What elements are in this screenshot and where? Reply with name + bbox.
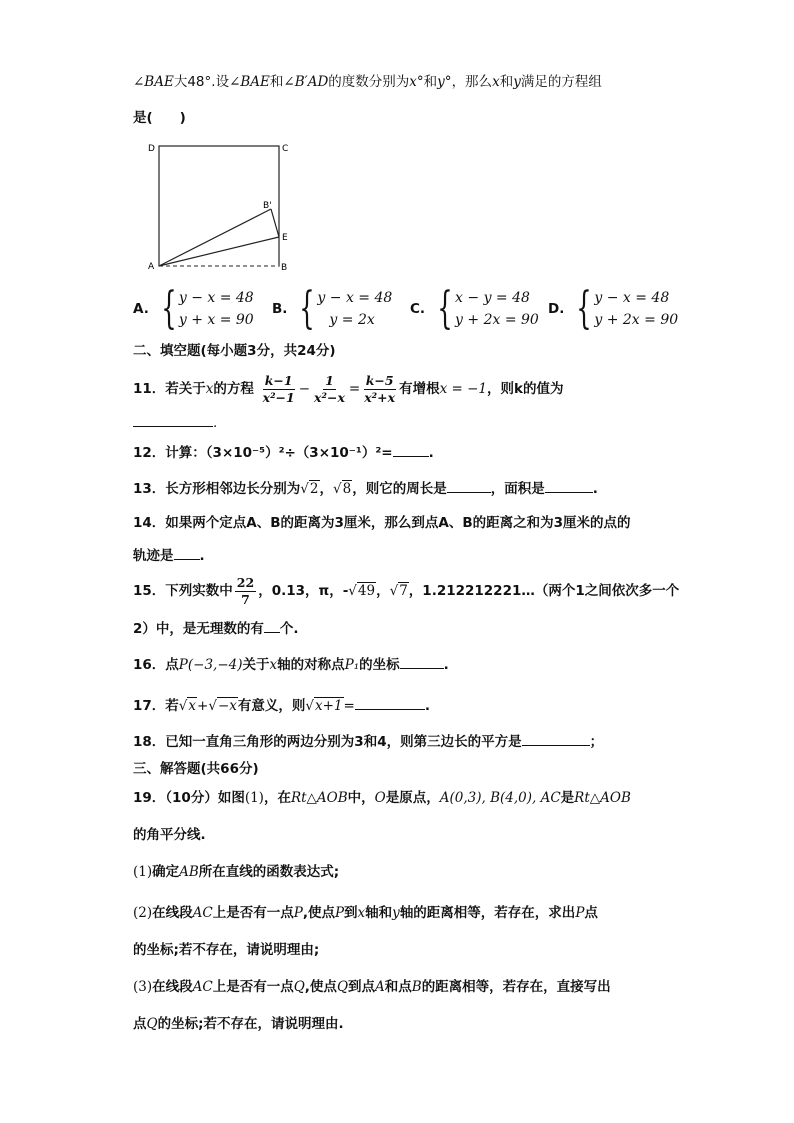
text: 和 [423, 74, 438, 90]
question-19-part-3-line-2 [133, 1014, 344, 1034]
option-c[interactable] [410, 283, 539, 334]
question-number: 16． [133, 657, 166, 673]
minus-sign: − [298, 381, 311, 397]
radicand: x+1 [315, 698, 343, 714]
label-c: C [282, 144, 289, 154]
intro-line-1 [133, 72, 602, 92]
question-number: 14． [133, 515, 166, 531]
point-a: A [375, 979, 385, 995]
answer-blank-area[interactable] [545, 478, 593, 493]
text: 的方程 [213, 381, 254, 397]
answer-blank[interactable] [393, 442, 429, 457]
option-label: D. [548, 301, 565, 317]
text: 已知一直角三角形的两边分别为3和4，则第三边长的平方是 [165, 734, 522, 750]
text: 到点 [348, 979, 376, 995]
sqrt-neg-x: √−x [208, 698, 237, 714]
sqrt-7: √7 [389, 583, 408, 599]
part-number: (1) [133, 864, 153, 880]
text: 满足的方程组 [520, 74, 602, 90]
question-19-part-3 [133, 977, 611, 997]
numerator: k−5 [365, 372, 394, 388]
point-p: P(−3,−4) [178, 657, 243, 673]
angle-bpad: ∠B′AD [283, 74, 329, 90]
coordinates: A(0,3), B(4,0), AC [439, 790, 561, 806]
var-x: x [269, 657, 278, 673]
point-p: P [293, 905, 303, 921]
geometry-figure [145, 140, 305, 275]
text: ， [319, 481, 333, 497]
brace-icon: { [299, 283, 316, 334]
angle-bae-2: ∠BAE [229, 74, 270, 90]
question-number: 17． [133, 698, 166, 714]
text: ，则k的值为 [487, 381, 564, 397]
answer-blank[interactable] [264, 618, 280, 633]
equation: x − y = 48 [455, 290, 530, 306]
part-number: (2) [133, 905, 153, 921]
text: 2）中，是无理数的有 [133, 621, 264, 637]
text: ，那么 [451, 74, 493, 90]
text: 确定 [152, 864, 180, 880]
question-12 [133, 442, 434, 463]
var-y: y [392, 905, 400, 921]
angle-bae: ∠BAE [133, 74, 174, 90]
part-number: (3) [133, 979, 153, 995]
text: 在线段 [152, 905, 193, 921]
var-x: x [357, 905, 366, 921]
numerator: 22 [236, 574, 255, 590]
text: 19．（10分）如图 [133, 790, 245, 806]
text: 轴的距离相等，若存在，求出 [399, 905, 576, 921]
fraction-3 [362, 373, 397, 406]
brace-icon: { [437, 283, 453, 334]
question-19-part-1 [133, 862, 339, 882]
radicand: 49 [357, 583, 376, 599]
equals-sign: = [348, 381, 361, 397]
var-y: y [513, 74, 521, 90]
section-3-title: 三、解答题(共66分) [133, 761, 259, 777]
equation-system [179, 287, 254, 331]
answer-blank[interactable] [355, 695, 425, 710]
label-e: E [282, 233, 288, 243]
text: 所在直线的函数表达式; [198, 864, 340, 880]
point-p1: P₁ [344, 657, 360, 673]
question-number: 18． [133, 734, 166, 750]
text: ，在 [263, 790, 291, 806]
label-bprime: B' [263, 201, 272, 211]
segment-ae [159, 237, 279, 266]
text: 中， [347, 790, 375, 806]
text: 的坐标;若不存在，请说明理由. [157, 1016, 344, 1032]
answer-blank[interactable] [174, 545, 200, 560]
question-16 [133, 654, 449, 675]
segment-abp [159, 209, 271, 266]
root-value: x = −1 [439, 381, 487, 397]
point-o: O [374, 790, 386, 806]
question-number: 12． [133, 445, 166, 461]
question-15-line-2 [133, 618, 299, 639]
answer-blank-perimeter[interactable] [447, 478, 491, 493]
equation: y + 2x = 90 [455, 312, 539, 328]
question-number: 13． [133, 481, 166, 497]
var-x-deg: x° [409, 74, 424, 90]
radicand: 8 [342, 481, 352, 497]
question-19-part-2-line-2: 的坐标;若不存在，请说明理由; [133, 942, 320, 958]
section-2-title: 二、填空题(每小题3分，共24分) [133, 343, 336, 359]
sqrt-2: √2 [300, 481, 319, 497]
numerator: k−1 [264, 372, 293, 388]
question-number: 15． [133, 583, 166, 599]
text: 大48°.设 [173, 74, 230, 90]
question-14-line-1 [133, 513, 631, 533]
text: 点 [133, 1016, 147, 1032]
text: 在线段 [152, 979, 193, 995]
text: . [213, 415, 218, 431]
point-q: Q [293, 979, 305, 995]
text: 点 [165, 657, 179, 673]
sqrt-8: √8 [333, 481, 352, 497]
text: ，则它的周长是 [352, 481, 447, 497]
text: 的坐标 [359, 657, 400, 673]
text: ,使点 [304, 979, 337, 995]
sqrt-x: √x [178, 698, 197, 714]
fraction-22-7 [235, 575, 256, 608]
sqrt-x-plus-1: √x+1 [305, 698, 343, 714]
text: 轴的对称点 [277, 657, 345, 673]
equation: y = 2x [329, 312, 375, 328]
question-18 [133, 731, 603, 752]
answer-blank[interactable] [522, 731, 590, 746]
text: 上是否有一点 [212, 979, 294, 995]
text: 上是否有一点 [212, 905, 294, 921]
text: 若关于 [165, 381, 206, 397]
equation-system [455, 287, 539, 331]
question-17 [133, 695, 430, 716]
equation: y − x = 48 [594, 290, 670, 306]
var-x: x [205, 381, 214, 397]
text: 轴和 [365, 905, 393, 921]
question-11-blank-line [133, 412, 217, 433]
label-a: A [148, 262, 155, 272]
option-d[interactable] [548, 283, 679, 334]
question-11 [133, 371, 563, 407]
segment-bpe [271, 209, 279, 237]
square-abcd [159, 146, 279, 266]
sqrt-49: √49 [348, 583, 376, 599]
text: 是 [560, 790, 575, 806]
text: ，1.212212221…（两个1之间依次多一个 [408, 583, 680, 599]
text: ， [376, 583, 390, 599]
answer-blank[interactable] [133, 412, 213, 427]
text: 的距离相等，若存在，直接写出 [421, 979, 611, 995]
question-19-part-2 [133, 903, 598, 923]
text: 到 [344, 905, 358, 921]
plus-sign: + [197, 698, 209, 714]
equation: y + 2x = 90 [594, 312, 679, 328]
question-number: 11． [133, 381, 166, 397]
radicand: 7 [399, 583, 408, 599]
brace-icon: { [161, 283, 177, 334]
text: . [199, 548, 205, 564]
text: 的度数分别为 [328, 74, 410, 90]
fraction-2 [312, 373, 347, 406]
option-b[interactable] [272, 283, 393, 334]
label-b: B [281, 263, 288, 273]
denominator: 7 [241, 591, 250, 607]
text: 有增根 [399, 381, 440, 397]
figure-ref: (1) [244, 790, 264, 806]
text: ，0.13，π，- [258, 583, 349, 599]
fraction-1 [261, 373, 297, 406]
text: . [428, 445, 434, 461]
equation: y − x = 48 [317, 290, 393, 306]
text: 和点 [384, 979, 412, 995]
point-q: Q [336, 979, 349, 995]
point-q: Q [146, 1016, 158, 1032]
option-label: C. [410, 301, 426, 317]
text: 若 [165, 698, 179, 714]
intro-line-2: 是( ) [133, 110, 186, 126]
label-d: D [148, 144, 155, 154]
segment-ac: AC [192, 979, 213, 995]
text: 有意义，则 [237, 698, 306, 714]
equation-system [594, 287, 678, 331]
point-b: B [411, 979, 422, 995]
triangle-aob: Rt△AOB [290, 790, 348, 806]
text: 和 [499, 74, 514, 90]
option-label: A. [133, 301, 149, 317]
numerator: 1 [325, 372, 334, 388]
denominator: x²+x [364, 389, 396, 405]
text: ，面积是 [490, 481, 545, 497]
text: 下列实数中 [165, 583, 233, 599]
equation: y + x = 90 [178, 312, 254, 328]
question-15-line-1 [133, 573, 679, 609]
question-19-line-2: 的角平分线. [133, 827, 206, 843]
text: 点 [584, 905, 598, 921]
option-label: B. [272, 301, 288, 317]
text: ,使点 [302, 905, 335, 921]
question-14-line-2 [133, 545, 205, 566]
text: 关于 [242, 657, 270, 673]
point-p: P [334, 905, 345, 921]
var-x: x [492, 74, 500, 90]
question-13 [133, 478, 598, 499]
text: 轨迹是 [133, 548, 174, 564]
equals-sign: = [343, 698, 355, 714]
segment-ab: AB [179, 864, 199, 880]
answer-blank[interactable] [400, 654, 444, 669]
text: 个. [279, 621, 299, 637]
point-p: P [575, 905, 585, 921]
equation-system [317, 287, 392, 331]
radicand: x [188, 698, 197, 714]
radicand: −x [217, 698, 237, 714]
question-19-line-1 [133, 788, 631, 808]
text: . [424, 698, 430, 714]
equation: y − x = 48 [178, 290, 254, 306]
text: 长方形相邻边长分别为 [165, 481, 301, 497]
text: 和 [269, 74, 284, 90]
text: ； [589, 734, 604, 750]
var-y-deg: y° [437, 74, 452, 90]
radicand: 2 [309, 481, 319, 497]
option-a[interactable] [133, 283, 254, 334]
text: . [592, 481, 598, 497]
denominator: x²−1 [262, 389, 295, 405]
text: 如果两个定点A、B的距离为3厘米，那么到点A、B的距离之和为3厘米的点的 [165, 515, 631, 531]
text: . [443, 657, 449, 673]
text: 是原点， [385, 790, 440, 806]
text: 计算：（3×10⁻⁵）²÷（3×10⁻¹）²= [165, 445, 393, 461]
triangle-aob-2: Rt△AOB [574, 790, 631, 806]
brace-icon: { [576, 283, 593, 334]
segment-ac: AC [192, 905, 213, 921]
denominator: x²−x [314, 389, 345, 405]
